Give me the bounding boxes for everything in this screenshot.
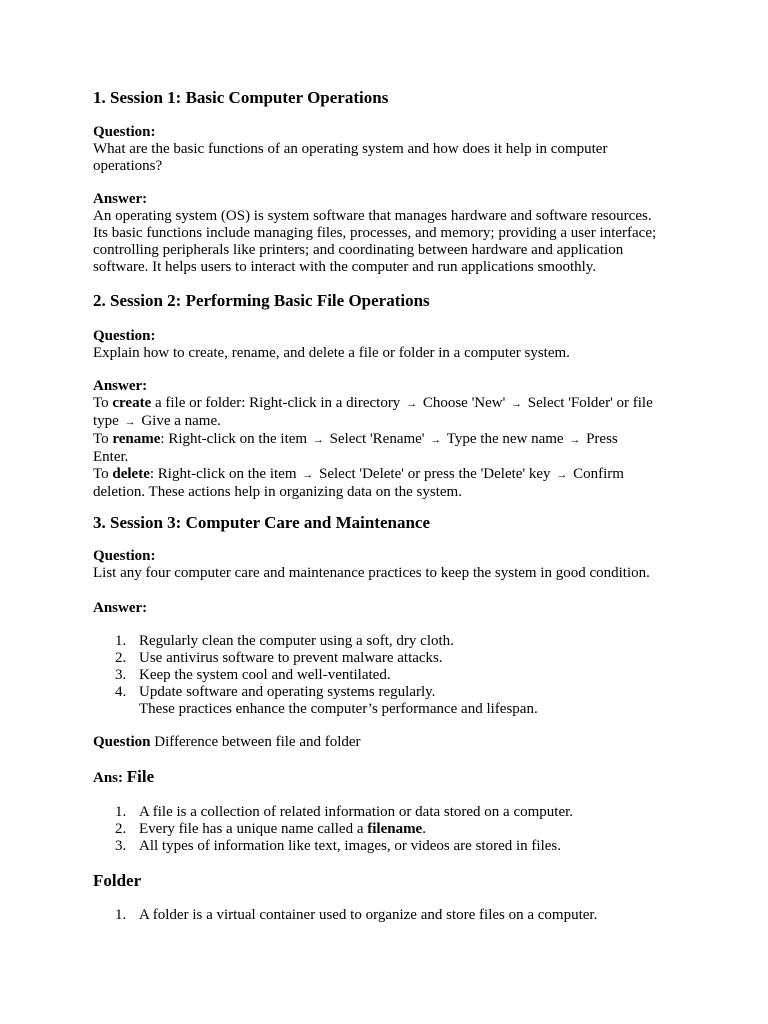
question-label: Question:: [93, 124, 156, 140]
list-item-text: Regularly clean the computer using a soft, dry cloth.: [139, 633, 454, 649]
list-number: 1.: [115, 907, 127, 923]
create-step: Give a name.: [141, 413, 221, 429]
arrow-icon: →: [511, 398, 523, 410]
file-answer-heading: [93, 768, 693, 787]
delete-step: : Right-click on the item: [149, 466, 297, 482]
create-step: Select 'Folder' or file: [527, 395, 653, 411]
rename-step: : Right-click on the item: [160, 431, 308, 447]
to-word: To: [93, 431, 109, 447]
question-text: Difference between file and folder: [150, 734, 361, 750]
list-item: [93, 633, 693, 650]
list-item-text: Update software and operating systems regularly.: [139, 684, 436, 700]
arrow-icon: →: [302, 469, 314, 481]
list-item: [93, 838, 693, 855]
list-number: 2.: [115, 650, 127, 666]
folder-heading: Folder: [93, 871, 142, 890]
list-item-text: Use antivirus software to prevent malware attacks.: [139, 650, 443, 666]
delete-step: deletion. These actions help in organizing data on the system.: [93, 484, 462, 500]
list-number: 1.: [115, 633, 127, 649]
rename-step: Type the new name: [446, 431, 564, 447]
ans-label: Ans:: [93, 770, 127, 786]
file-list: [93, 804, 693, 855]
list-item-text: A file is a collection of related information or data stored on a computer.: [139, 804, 574, 820]
list-item-text: Keep the system cool and well-ventilated.: [139, 667, 391, 683]
session-3-answer: [93, 600, 693, 617]
create-step: type: [93, 413, 119, 429]
create-step: Choose 'New': [422, 395, 506, 411]
session-3-heading: 3. Session 3: Computer Care and Maintenance: [93, 513, 431, 532]
arrow-icon: →: [556, 469, 568, 481]
session-1-heading: 1. Session 1: Basic Computer Operations: [93, 88, 389, 107]
list-number: 3.: [115, 667, 127, 683]
arrow-icon: →: [406, 398, 418, 410]
delete-step: Confirm: [573, 466, 624, 482]
session-1-question: [93, 124, 693, 175]
list-item-text: All types of information like text, images, or videos are stored in files.: [139, 838, 561, 854]
to-word: To: [93, 466, 109, 482]
folder-list: [93, 907, 693, 924]
answer-text-line: Its basic functions include managing files, processes, and memory; providing a user interface;: [93, 225, 657, 241]
rename-step: Press: [586, 431, 618, 447]
answer-text-line: controlling peripherals like printers; and coordinating between hardware and application: [93, 242, 624, 258]
to-word: To: [93, 395, 109, 411]
session-2-heading: 2. Session 2: Performing Basic File Operations: [93, 291, 430, 310]
list-item-text: .: [422, 821, 426, 837]
question-text-line: Explain how to create, rename, and delete a file or folder in a computer system.: [93, 345, 570, 361]
maintenance-list: [93, 633, 693, 718]
closing-text: These practices enhance the computer’s performance and lifespan.: [139, 701, 538, 717]
rename-keyword: rename: [112, 431, 161, 447]
arrow-icon: →: [124, 416, 136, 428]
list-item: [93, 907, 693, 924]
list-item: [93, 804, 693, 821]
arrow-icon: →: [312, 434, 324, 446]
rename-step: Select 'Rename': [329, 431, 425, 447]
rename-step: Enter.: [93, 449, 129, 465]
difference-question: [93, 734, 693, 751]
create-keyword: create: [112, 395, 152, 411]
list-item-text: A folder is a virtual container used to organize and store files on a computer.: [139, 907, 598, 923]
arrow-icon: →: [569, 434, 581, 446]
session-2-question: [93, 328, 693, 362]
filename-keyword: filename: [367, 821, 423, 837]
session-3-question: [93, 548, 693, 582]
answer-label: Answer:: [93, 378, 148, 394]
answer-text-line: software. It helps users to interact with the computer and run applications smoothly.: [93, 259, 597, 275]
list-number: 2.: [115, 821, 127, 837]
list-number: 3.: [115, 838, 127, 854]
answer-label: Answer:: [93, 191, 148, 207]
question-text-line: List any four computer care and maintenance practices to keep the system in good condition.: [93, 565, 650, 581]
file-heading: File: [126, 767, 155, 786]
list-number: 1.: [115, 804, 127, 820]
list-item: [93, 821, 693, 838]
list-number: 4.: [115, 684, 127, 700]
session-2-answer: [93, 378, 693, 501]
list-item: [93, 684, 693, 718]
list-item: [93, 667, 693, 684]
question-label: Question:: [93, 548, 156, 564]
arrow-icon: →: [430, 434, 442, 446]
list-item: [93, 650, 693, 667]
answer-text-line: An operating system (OS) is system software that manages hardware and software resources.: [93, 208, 652, 224]
question-label: Question:: [93, 328, 156, 344]
question-text-line: operations?: [93, 158, 163, 174]
delete-keyword: delete: [112, 466, 150, 482]
answer-label: Answer:: [93, 600, 148, 616]
create-step: a file or folder: Right-click in a directory: [154, 395, 401, 411]
delete-step: Select 'Delete' or press the 'Delete' key: [319, 466, 551, 482]
question-label: Question: [93, 734, 151, 750]
question-text-line: What are the basic functions of an operating system and how does it help in computer: [93, 141, 608, 157]
list-item-text: Every file has a unique name called a: [139, 821, 368, 837]
session-1-answer: [93, 191, 693, 276]
